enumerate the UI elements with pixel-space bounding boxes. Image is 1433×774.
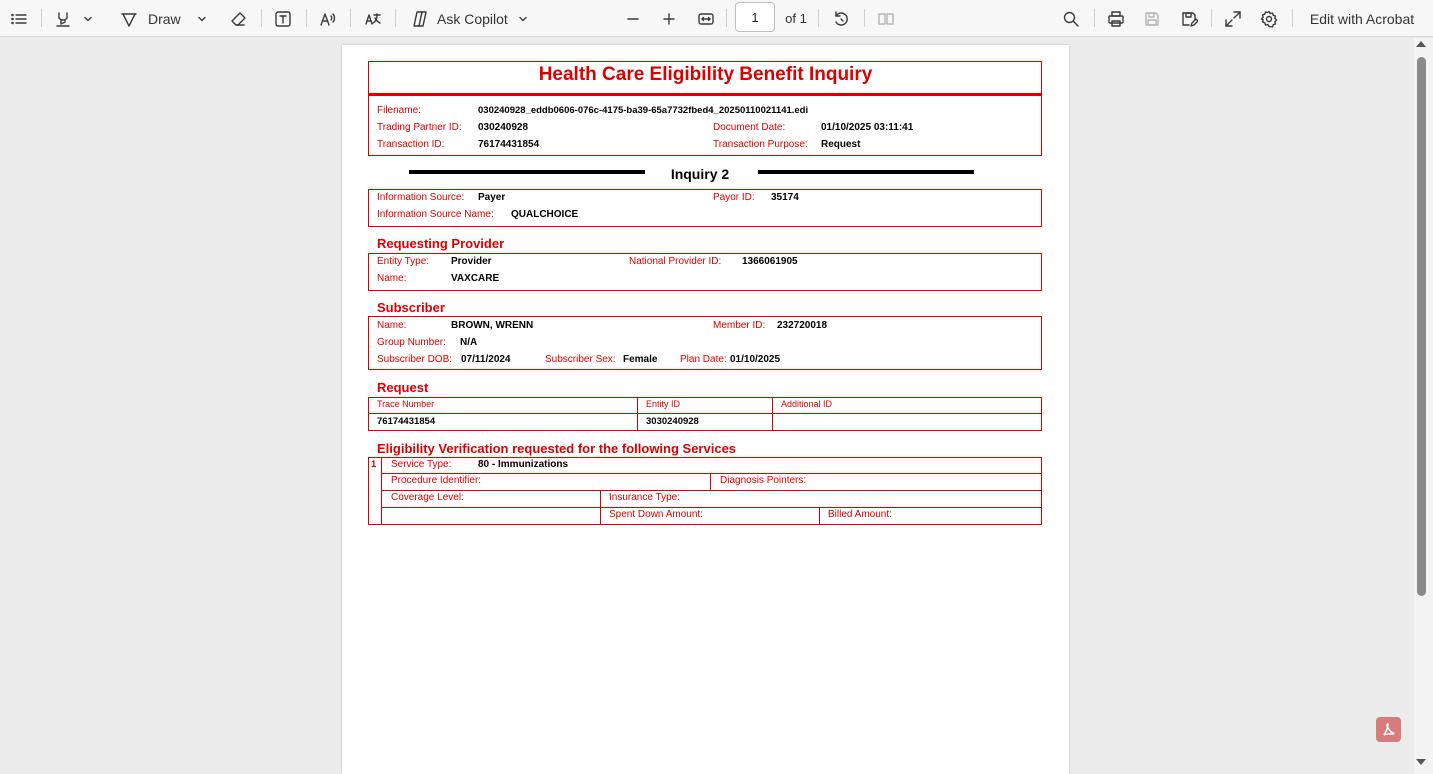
services-col-divider-procedure [710,473,711,490]
print-icon[interactable] [1105,0,1127,37]
services-row-divider-1 [381,473,1042,474]
payor-id-value: 35174 [771,192,799,203]
highlight-icon[interactable] [52,0,74,37]
document-date-label: Document Date: [713,122,786,133]
eraser-icon[interactable] [227,0,249,37]
request-col-entity-id: Entity ID [646,399,681,409]
inquiry-heading: Inquiry 2 [670,166,730,182]
request-table-col-divider-2 [772,397,773,431]
scroll-down-arrow-icon[interactable] [1416,759,1426,765]
member-id-value: 232720018 [777,320,828,331]
npi-label: National Provider ID: [629,256,722,267]
translate-icon[interactable] [362,0,384,37]
filename-label: Filename: [377,105,421,116]
insurance-type-label: Insurance Type: [609,492,680,503]
info-source-name-value: QUALCHOICE [511,209,579,220]
trading-partner-label: Trading Partner ID: [377,122,462,133]
services-table [368,457,1042,525]
npi-value: 1366061905 [742,256,798,267]
services-index-divider [381,457,382,525]
search-icon[interactable] [1060,0,1082,37]
service-type-value: 80 - Immunizations [478,459,569,470]
edit-with-acrobat-label: Edit with Acrobat [1309,10,1415,27]
fit-width-icon[interactable] [695,0,717,37]
services-row-divider-2 [381,490,1042,491]
fullscreen-icon[interactable] [1222,0,1244,37]
request-col-additional-id: Additional ID [781,399,833,409]
billed-amount-label: Billed Amount: [828,509,892,520]
info-source-label: Information Source: [377,192,465,203]
zoom-in-icon[interactable] [658,0,680,37]
page-count-label: of 1 [785,11,807,26]
title-underline [368,93,1042,96]
page-number-value: 1 [751,9,759,25]
document-date-value: 01/10/2025 03:11:41 [821,122,914,133]
inquiry-rule-left [409,170,645,174]
text-box-icon[interactable] [272,0,294,37]
subscriber-name-label: Name: [377,320,407,331]
info-source-name-label: Information Source Name: [377,209,494,220]
subscriber-name-value: BROWN, WRENN [451,320,534,331]
draw-dropdown-chevron-icon[interactable] [196,0,208,37]
info-source-value: Payer [478,192,506,203]
pdf-page [342,45,1069,774]
transaction-id-value: 76174431854 [478,139,540,150]
scrollbar-thumb[interactable] [1417,57,1426,596]
request-heading: Request [377,380,429,395]
read-aloud-icon[interactable] [317,0,339,37]
save-as-icon[interactable] [1178,0,1200,37]
acrobat-logo-icon[interactable] [1376,717,1401,742]
subscriber-sex-label: Subscriber Sex: [545,354,616,365]
procedure-identifier-label: Procedure Identifier: [391,475,482,486]
draw-icon[interactable] [118,0,140,37]
subscriber-dob-value: 07/11/2024 [461,354,511,365]
entity-type-label: Entity Type: [377,256,430,267]
transaction-id-label: Transaction ID: [377,139,445,150]
settings-icon[interactable] [1258,0,1280,37]
request-table-divider [368,413,1042,414]
plan-date-value: 01/10/2025 [730,354,781,365]
spent-down-amount-label: Spent Down Amount: [609,509,703,520]
services-heading: Eligibility Verification requested for the following Services [377,441,737,456]
zoom-out-icon[interactable] [622,0,644,37]
transaction-purpose-value: Request [821,139,861,150]
provider-name-label: Name: [377,273,407,284]
request-trace-number-value: 76174431854 [377,416,436,427]
services-col-divider-spent [819,507,820,525]
request-entity-id-value: 3030240928 [646,416,699,427]
plan-date-label: Plan Date: [680,354,727,365]
subscriber-heading: Subscriber [377,300,445,315]
group-number-value: N/A [460,337,478,348]
service-type-label: Service Type: [391,459,452,470]
pdf-toolbar [0,0,1433,37]
service-index: 1 [371,459,377,470]
member-id-label: Member ID: [713,320,766,331]
info-source-box [368,189,1042,227]
document-title: Health Care Eligibility Benefit Inquiry [538,64,873,85]
scroll-up-arrow-icon[interactable] [1416,41,1426,47]
request-table-col-divider-1 [637,397,638,431]
page-count [782,0,810,37]
inquiry-rule-right [758,170,974,174]
trading-partner-value: 030240928 [478,122,529,133]
filename-value: 030240928_eddb0606-076c-4175-ba39-65a7732fbed4_20250110021141.edi [478,105,809,116]
page-number-input[interactable] [735,2,775,32]
request-table [368,397,1042,431]
draw-button[interactable] [148,0,188,37]
highlight-dropdown-chevron-icon[interactable] [82,0,94,37]
services-col-divider-coverage [600,490,601,525]
subscriber-dob-label: Subscriber DOB: [377,354,453,365]
coverage-level-label: Coverage Level: [391,492,464,503]
draw-label: Draw [148,10,181,27]
provider-name-value: VAXCARE [451,273,500,284]
transaction-purpose-label: Transaction Purpose: [713,139,808,150]
two-page-icon[interactable] [875,0,897,37]
copilot-icon[interactable] [409,0,431,37]
contents-icon[interactable] [8,0,30,37]
payor-id-label: Payor ID: [713,192,755,203]
ask-copilot-label: Ask Copilot [437,10,508,27]
diagnosis-pointers-label: Diagnosis Pointers: [720,475,807,486]
copilot-dropdown-chevron-icon[interactable] [517,0,529,37]
services-row-divider-3 [381,507,1042,508]
rotate-icon[interactable] [830,0,852,37]
subscriber-sex-value: Female [623,354,658,365]
request-col-trace-number: Trace Number [377,399,435,409]
ask-copilot-button[interactable] [437,0,513,37]
group-number-label: Group Number: [377,337,446,348]
entity-type-value: Provider [451,256,492,267]
save-icon[interactable] [1141,0,1163,37]
requesting-provider-heading: Requesting Provider [377,236,505,251]
edit-with-acrobat-button[interactable] [1302,0,1422,37]
